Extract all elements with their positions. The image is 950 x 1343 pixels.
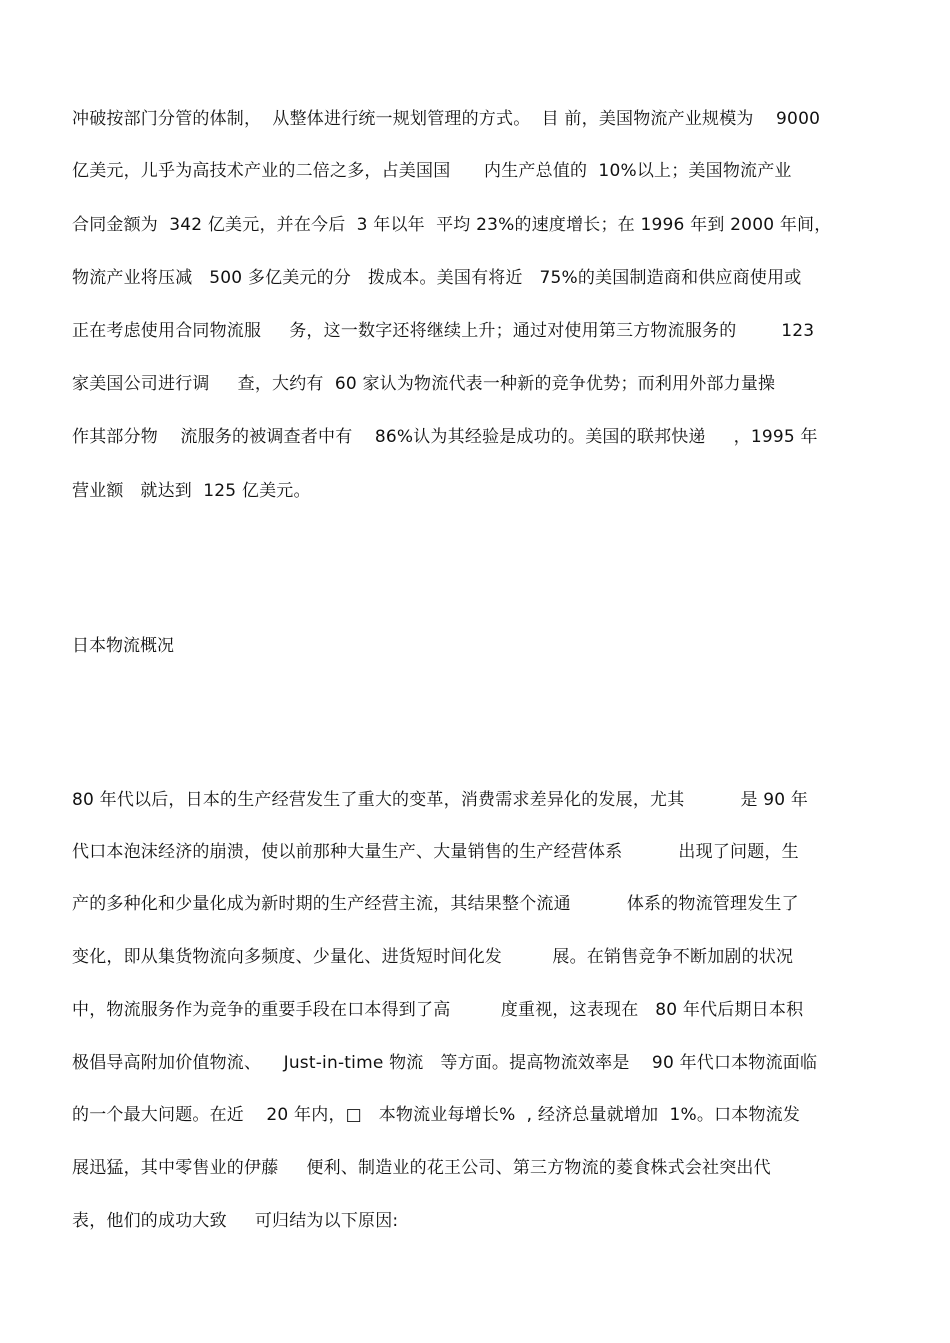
paragraph-line: 物流产业将压减 500 多亿美元的分 拨成本。美国有将近 75%的美国制造商和供应商使用或 xyxy=(72,268,802,288)
paragraph-line: 代口本泡沫经济的崩溃，使以前那种大量生产、大量销售的生产经营体系 出现了问题，生 xyxy=(72,842,799,862)
section-heading: 日本物流概况 xyxy=(72,636,174,656)
paragraph-line: 变化，即从集货物流向多频度、少量化、进货短时间化发 展。在销售竞争不断加剧的状况 xyxy=(72,947,794,967)
paragraph-line: 产的多种化和少量化成为新时期的生产经营主流，其结果整个流通 体系的物流管理发生了 xyxy=(72,894,799,914)
paragraph-line: 80 年代以后，日本的生产经营发生了重大的变革，消费需求差异化的发展，尤其 是 90 年 xyxy=(72,790,809,810)
paragraph-line: 极倡导高附加价值物流、 Just-in-time 物流 等方面。提高物流效率是 90 年代口本物流面临 xyxy=(72,1053,818,1073)
paragraph-line: 营业额 就达到 125 亿美元。 xyxy=(72,481,311,501)
paragraph-line: 家美国公司进行调 查，大约有 60 家认为物流代表一种新的竞争优势；而利用外部力量操 xyxy=(72,374,776,394)
paragraph-line: 合同金额为 342 亿美元，并在今后 3 年以年 平均 23%的速度增长；在 1996 年到 2000 年间， xyxy=(72,215,832,235)
paragraph-line: 正在考虑使用合同物流服 务，这一数字还将继续上升；通过对使用第三方物流服务的 123 xyxy=(72,321,815,341)
paragraph-line: 冲破按部门分管的体制， 从整体进行统一规划管理的方式。 目 前，美国物流产业规模为 9000 xyxy=(72,109,821,129)
paragraph-line: 中，物流服务作为竞争的重要手段在口本得到了高 度重视，这表现在 80 年代后期日本积 xyxy=(72,1000,804,1020)
paragraph-line: 作其部分物 流服务的被调查者中有 86%认为其经验是成功的。美国的联邦快递 ，1995 年 xyxy=(72,427,818,447)
paragraph-line: 表，他们的成功大致 可归结为以下原因: xyxy=(72,1211,399,1231)
paragraph-line: 展迅猛，其中零售业的伊藤 便利、制造业的花王公司、第三方物流的菱食株式会社突出代 xyxy=(72,1158,771,1178)
paragraph-line: 亿美元，儿乎为高技术产业的二倍之多，占美国国 内生产总值的 10%以上；美国物流产业 xyxy=(72,161,792,181)
paragraph-line: 的一个最大问题。在近 20 年内，□ 本物流业每增长% , 经济总量就增加 1%。口本物流发 xyxy=(72,1105,801,1125)
